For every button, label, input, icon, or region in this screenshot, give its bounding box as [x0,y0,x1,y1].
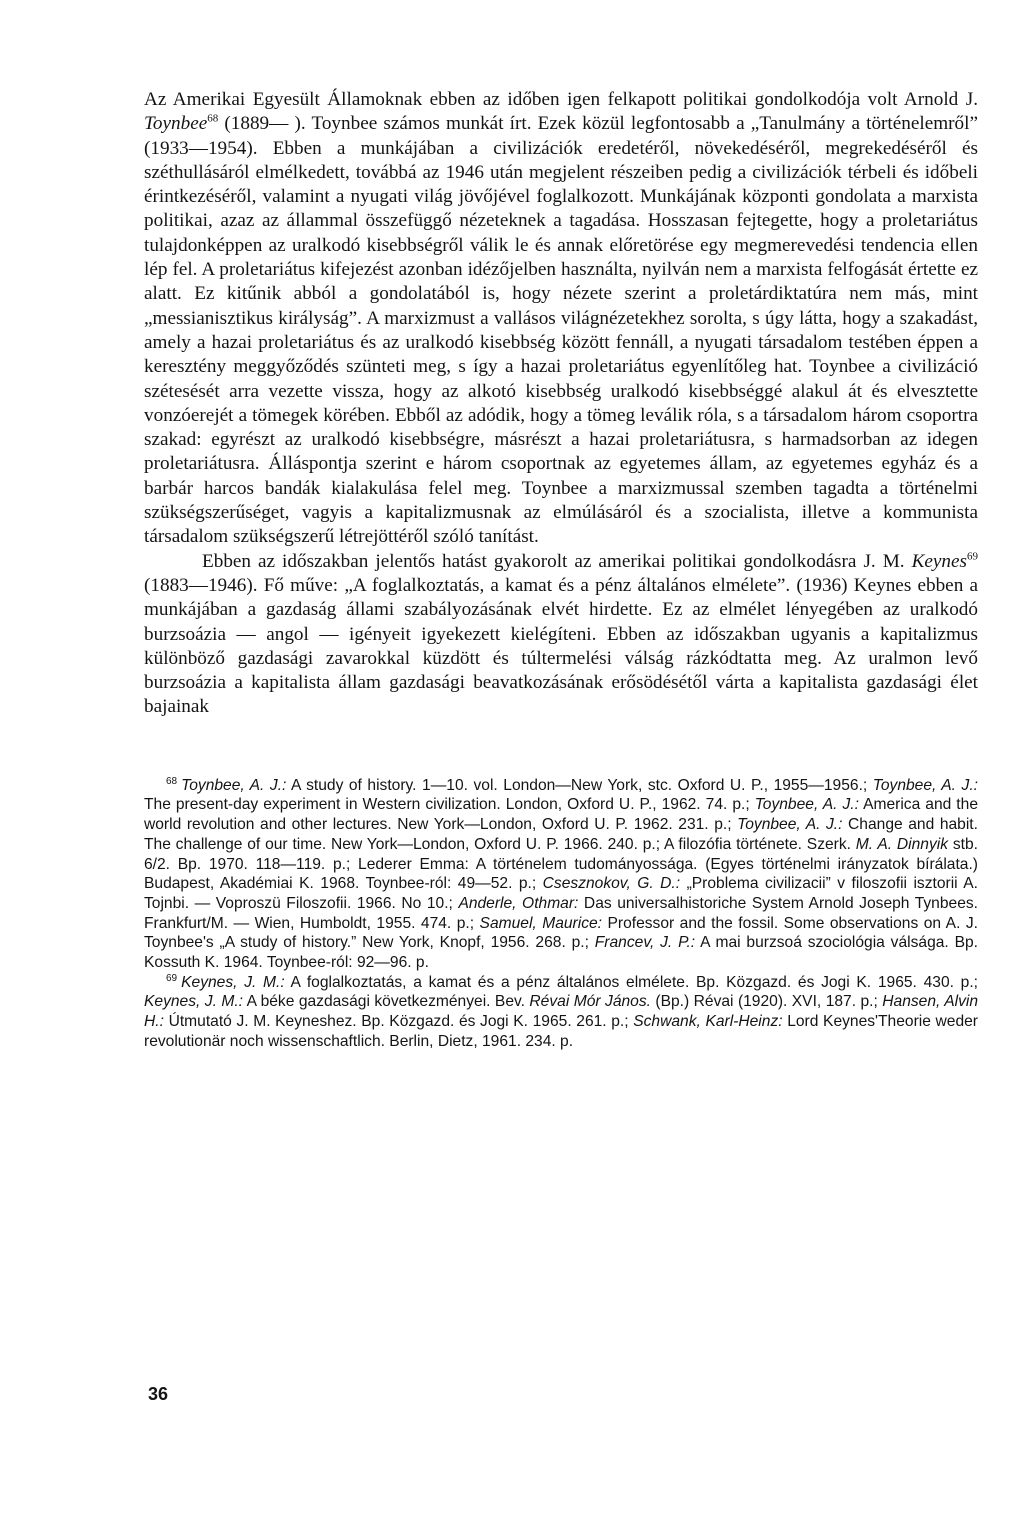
italic-run: Francev, J. P.: [594,934,696,952]
text-run: Lord Keynes'Theorie weder revolutionär noch wissenschaftlich. Berlin, Dietz, 1961. 234. p. [144,1013,978,1050]
page-number: 36 [148,1384,169,1404]
page-content [144,88,978,1052]
italic-run: Keynes, J. M.: [181,973,285,991]
text-run: Professor and the fossil. Some observations on A. J. Toynbee's „A study of history.” New York, Knopf, 1956. 268. p.; [144,914,978,952]
text-run: A foglalkoztatás, a kamat és a pénz általános elmélete. Bp. Közgazd. és Jogi K. 1965. 430. p.; [284,973,979,991]
italic-run: Toynbee, A. J.: [754,796,859,814]
footnotes [144,776,978,1052]
italic-run: Toynbee, A. J.: [872,776,978,794]
italic-run: Samuel, Maurice: [479,914,603,932]
italic-run: Csesznokov, G. D.: [542,875,681,893]
text-run: America and the world revolution and other lectures. New York—London, Oxford U. P. 1962. 231. p.; [144,796,978,834]
footnote-mark: 68 [166,775,178,787]
italic-run: Hansen, Alvin H.: [144,993,979,1031]
text-run: (Bp.) Révai (1920). XVI, 187. p.; [650,993,883,1011]
text-run: Ebben az időszakban jelentős hatást gyakorolt az amerikai politikai gondolkodásra J. M. [202,550,912,572]
italic-run: Keynes, J. M.: [144,993,244,1011]
footnote-68 [144,776,978,973]
italic-run: M. A. Dinnyik [855,835,949,853]
text-run: A béke gazdasági következményei. Bev. [243,993,530,1011]
italic-run: Toynbee [144,113,208,135]
text-run: „Problema civilizacii” v filoszofii isztorii A. Tojnbi. — Voproszü Filoszofii. 1966. No 10.; [144,875,978,912]
italic-run: Anderle, Othmar: [458,894,579,912]
italic-run: Révai Mór János. [529,993,651,1011]
paragraph-keynes [144,550,978,720]
text-run: Das universalhistoriche System Arnold Joseph Tynbees. Frankfurt/M. — Wien, Humboldt, 1955. 474. p.; [144,894,978,932]
footnote-text [144,974,978,1050]
italic-run: Toynbee, A. J.: [181,776,287,794]
text-run: Az Amerikai Egyesült Államoknak ebben az időben igen felkapott politikai gondolkodója volt Arnold J. [144,89,978,110]
footnote-reference: 68 [207,112,219,125]
italic-run: Toynbee, A. J.: [737,816,843,834]
text-run: A study of history. 1—10. vol. London—New York, stc. Oxford U. P., 1955—1956.; [286,776,873,794]
text-run: A mai burzsoá szociológia válsága. Bp. Kossuth K. 1964. Toynbee-ról: 92—96. p. [144,934,978,972]
footnote-69 [144,973,978,1052]
text-run: (1883—1946). Fő műve: „A foglalkoztatás, a kamat és a pénz általános elmélete”. (1936) Keynes ebben a munkájában a gazdaság állami szabályozásának elvét hirdette. Ez az elmélet lényegében az uralkodó burzsoázia — angol — igényeit igyekezett kielégíteni. Ebben az időszakban ugyanis a kapitalizmus különböző gazdasági zavarokkal küzdött és túltermelési válság rázkódtatta meg. Az uralmon levő burzsoázia a kapitalista állam gazdasági beavatkozásának erősödésétől várta a kapitalista gazdasági élet bajainak [144,574,978,718]
footnote-reference: 69 [967,550,978,563]
text-run: (1889— ). Toynbee számos munkát írt. Ezek közül legfontosabb a „Tanulmány a történelemről” (1933—1954). Ebben a munkájában a civilizációk eredetéről, növekedéséről, megrekedéséről és széthullásáról elmélkedett, továbbá az 1946 után megjelent részeiben pedig a civilizációk térbeli és időbeli érintkezéséről, valamint a nyugati világ jövőjével foglalkozott. Munkájának központi gondolata a marxista politikai, azaz az állammal összefüggő nézeteknek a tagadása. Hosszasan fejtegette, hogy a proletariátus tulajdonképpen az uralkodó kisebbségről válik le és annak előretörése egy megmerevedési tendencia ellen lép fel. A proletariátus kifejezést azonban idézőjelben használta, nyilván nem a marxista felfogását értette ez alatt. Ez kitűnik abból a gondolatából is, hogy nézete szerint a proletárdiktatúra nem más, mint „messianisztikus királyság”. A marxizmust a vallásos világnézetekhez sorolta, s úgy látta, hogy a szakadást, amely a hazai proletariátus és az uralkodó kisebbség között fennáll, a nyugati társadalom testében éppen a keresztény meggyőződés szünteti meg, s így a hazai proletariátus egyenlítőleg hat. Toynbee a civilizáció szétesését arra vezette vissza, hogy az alkotó kisebbség uralkodó kisebbséggé alakul át és elvesztette vonzóerejét a tömegek körében. Ebből az adódik, hogy a tömeg leválik róla, s a társadalom három csoportra szakad: egyrészt az uralkodó kisebbségre, másrészt a hazai proletariátusra, s harmadsorban az idegen proletariátusra. Álláspontja szerint e három csoportnak az egyetemes állam, az egyetemes egyház és a barbár harcos bandák kialakulása felel meg. Toynbee a marxizmussal szemben tagadta a történelmi szükségszerűséget, vagyis a kapitalizmusnak az elmúlásáról és a szocialista, illetve a kommunista társadalom szükségszerű létrejöttéről szóló tanítást. [144,113,978,548]
text-run: stb. 6/2. Bp. 1970. 118—119. p.; Lederer Emma: A történelem tudományossága. (Egyes történelmi irányzatok bírálata.) Budapest, Akadémiai K. 1968. Toynbee-ról: 49—52. p.; [144,835,978,893]
paragraph-toynbee [144,88,978,550]
italic-run: Keynes [911,550,967,572]
text-run: The present-day experiment in Western civilization. London, Oxford U. P., 1962. 74. p.; [144,796,755,814]
body-text [144,88,978,720]
footnote-mark: 69 [166,972,178,984]
italic-run: Schwank, Karl-Heinz: [633,1013,783,1031]
footnote-text [144,777,978,971]
text-run: Change and habit. The challenge of our time. New York—London, Oxford U. P. 1966. 240. p.; A filozófia története. Szerk. [144,816,978,853]
text-run: Útmutató J. M. Keyneshez. Bp. Közgazd. és Jogi K. 1965. 261. p.; [163,1013,634,1031]
